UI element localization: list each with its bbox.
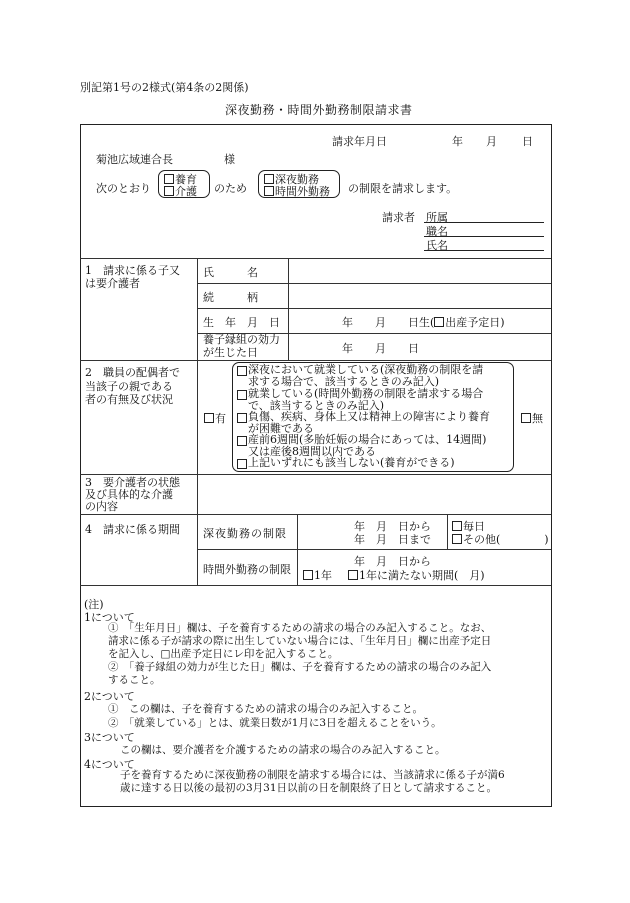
zokugara-label: 続 柄 [203,291,258,304]
shinya-to: 年 月 日まで [354,533,431,546]
opt-1nen-label: 1年 [314,569,332,582]
checkbox-icon[interactable] [237,459,247,469]
purpose-ikuji-label: 養育 [175,173,197,186]
shinya-limit-label: 深夜勤務の制限 [203,527,287,540]
sec4-label: 4 請求に係る期間 [85,523,180,536]
status-item-label: 上記いずれにも該当しない(養育ができる) [248,456,455,469]
date-month: 月 [486,135,497,148]
shokumei-label: 職名 [426,225,448,238]
opt-1nen-miman-label: 1年に満たない期間( 月) [359,569,485,582]
note3-item1: この欄は、要介護者を介護するための請求の場合のみ記入すること。 [120,744,446,756]
yoshi-value: 年 月 日 [342,342,419,355]
note2-item2: ② 「就業している」とは、就業日数が1月に3日を超えることをいう。 [108,717,442,729]
status-item[interactable] [237,457,455,469]
status-item-label: 深夜において就業している(深夜勤務の制限を請 求する場合で、該当するときのみ記入) [248,363,484,388]
note1-item2: ② 「養子縁組の効力が生じた日」欄は、子を養育するための請求の場合のみ記入 すること。 [108,661,492,686]
sec3-field[interactable] [200,477,548,511]
checkbox-icon[interactable] [348,570,358,580]
birth-label: 生 年 月 日 [203,316,280,329]
checkbox-icon[interactable] [164,186,174,196]
addressee-honorific: 様 [224,153,235,166]
checkbox-icon[interactable] [204,413,214,423]
request-prefix: 次のとおり [96,182,151,195]
name-label: 氏 名 [203,266,258,279]
checkbox-icon[interactable] [237,436,247,446]
date-year: 年 [452,135,463,148]
requester-label: 請求者 [382,211,415,224]
form-number: 別記第1号の2様式(第4条の2関係) [80,81,249,94]
date-label: 請求年月日 [332,135,387,148]
type-jikangai[interactable] [264,183,330,199]
opt-1nen[interactable] [303,567,332,583]
sec2-label: 2 職員の配偶者で 当該子の親である 者の有無及び状況 [85,366,180,406]
status-item[interactable] [237,411,490,435]
note3-title: 3について [84,731,135,744]
note4-item1: 子を養育するために深夜勤務の制限を請求する場合には、当該請求に係る子が満6 歳に達する日以後の最初の3月31日以前の日を制限終了日として請求すること。 [120,769,505,794]
spouse-ari[interactable] [204,410,226,426]
zokugara-field[interactable] [292,286,548,306]
birth-date-text: 年 月 日生( [342,316,435,329]
checkbox-icon[interactable] [237,390,247,400]
checkbox-icon[interactable] [452,521,462,531]
type-shinya-label: 深夜勤務 [275,173,319,186]
checkbox-icon[interactable] [303,570,313,580]
status-item-label: 就業している(時間外勤務の制限を請求する場合 で、該当するときのみ記入) [248,387,484,412]
type-jikangai-label: 時間外勤務 [275,185,330,198]
shinya-from: 年 月 日から [354,520,431,533]
checkbox-icon[interactable] [237,366,247,376]
date-day: 日 [522,135,533,148]
notes-head: (注) [84,598,104,611]
purpose-kaigo-label: 介護 [175,185,197,198]
checkbox-icon[interactable] [237,413,247,423]
jikangai-from: 年 月 日から [354,555,431,568]
checkbox-icon[interactable] [264,186,274,196]
note1-title: 1について [84,611,135,624]
shozoku-label: 所属 [426,211,448,224]
note4-title: 4について [84,758,135,771]
status-item[interactable] [237,364,483,388]
opt-mainichi-label: 毎日 [463,520,485,533]
shimei-label: 氏名 [426,239,448,252]
opt-sonota[interactable] [452,531,549,547]
shimei-input[interactable] [424,250,544,251]
yoshi-label: 養子縁組の効力 が生じた日 [203,333,280,359]
page-title: 深夜勤務・時間外勤務制限請求書 [225,103,413,117]
status-item[interactable] [237,388,483,412]
status-item-label: 産前6週間(多胎妊娠の場合にあっては、14週間) 又は産後8週間以内である [248,433,487,458]
request-suffix: の制限を請求します。 [348,182,458,195]
note2-item1: ① この欄は、子を養育するための請求の場合のみ記入すること。 [108,703,423,715]
name-field[interactable] [292,261,548,281]
opt-sonota-label: その他( ) [463,533,549,546]
sec3-label: 3 要介護者の状態 及び具体的な介護 の内容 [85,476,180,513]
checkbox-icon[interactable] [434,317,444,327]
note1-item1: ① 「生年月日」欄は、子を養育するための請求の場合のみ記入すること。なお、 請求に係る子が請求の際に出生していない場合には、「生年月日」欄に出産予定日 を記入し、□出産予定日にレ印を記入すること。 [108,622,492,660]
jikangai-limit-label: 時間外勤務の制限 [203,563,291,576]
status-item-label: 負傷、疾病、身体上又は精神上の障害により養育 が困難である [248,410,490,435]
birth-scheduled-label: 出産予定日) [445,316,505,329]
spouse-nashi[interactable] [521,410,543,426]
birth-value [342,314,505,330]
note2-title: 2について [84,690,135,703]
addressee: 菊池広域連合長 [96,153,173,166]
purpose-tame: のため [214,182,247,195]
spouse-nashi-label: 無 [532,412,543,425]
purpose-kaigo[interactable] [164,183,197,199]
spouse-ari-label: 有 [215,412,226,425]
sec1-label: 1 請求に係る子又 は要介護者 [85,264,180,290]
opt-1nen-miman[interactable] [348,567,485,583]
checkbox-icon[interactable] [521,413,531,423]
status-item[interactable] [237,434,486,458]
checkbox-icon[interactable] [452,534,462,544]
